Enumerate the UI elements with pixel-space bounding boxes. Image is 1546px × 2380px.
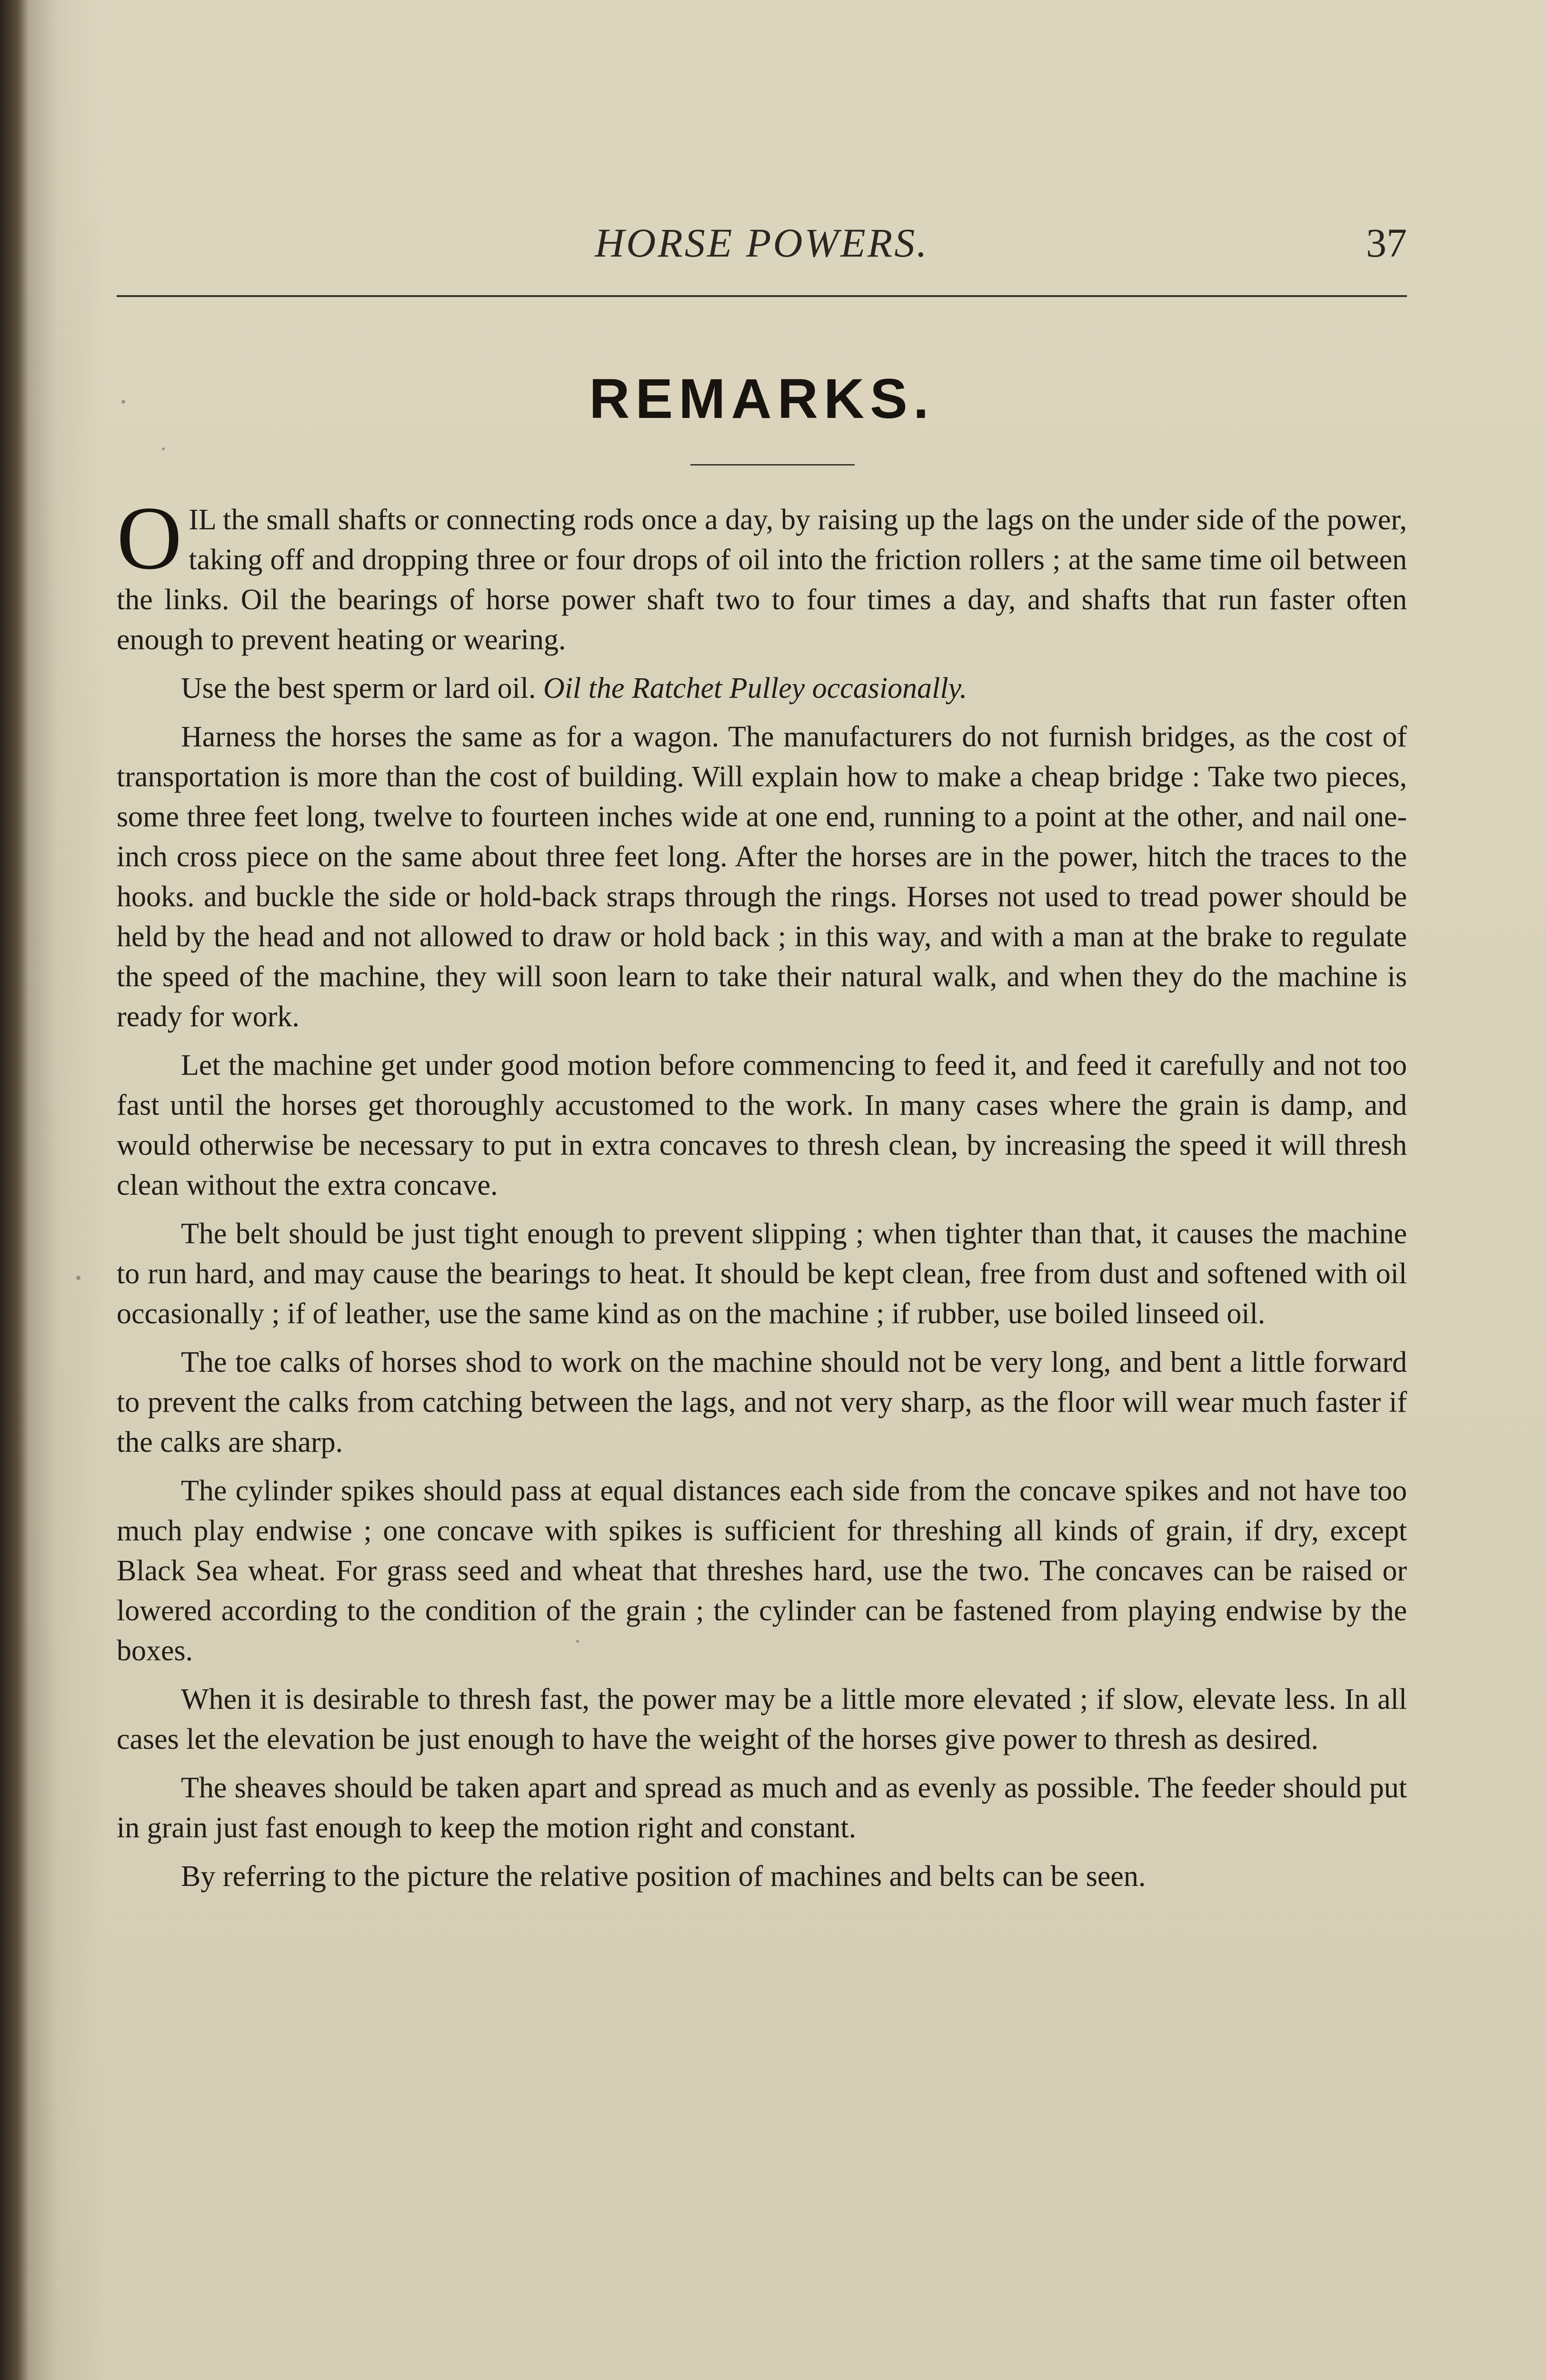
paragraph-text: Use the best sperm or lard oil. — [181, 672, 536, 704]
paragraph — [117, 668, 1407, 708]
paragraph — [117, 1045, 1407, 1205]
paragraph-text: Let the machine get under good motion before commencing to feed it, and feed it carefully and not too fast until the horses get thoroughly accustomed to the work. In many cases where the grain is damp, and would otherwise be necessary to put in extra concaves to thresh clean, by increasing the speed it will thresh clean without the extra concave. — [117, 1049, 1407, 1201]
paper-speck — [76, 1276, 80, 1280]
paragraph — [117, 717, 1407, 1037]
paragraph — [117, 1342, 1407, 1462]
paragraph-text: IL the small shafts or connecting rods once a day, by raising up the lags on the under side of the power, taking off and dropping three or four drops of oil into the friction rollers ; at the same time oil between the links. Oil the bearings of horse power shaft two to four times a day, and shafts that run faster often enough to prevent heating or wearing. — [117, 504, 1407, 656]
drop-cap: O — [117, 488, 182, 588]
paragraph-text: The sheaves should be taken apart and spread as much and as evenly as possible. The feeder should put in grain just fast enough to keep the motion right and constant. — [117, 1772, 1407, 1844]
paper-speck — [162, 447, 165, 450]
header-rule — [117, 295, 1407, 297]
running-head — [117, 209, 1407, 276]
book-spine-shadow — [0, 0, 29, 2380]
paragraph — [117, 1214, 1407, 1334]
paragraph-italic-text: Oil the Ratchet Pulley occasionally. — [543, 672, 967, 704]
paragraph — [117, 1471, 1407, 1671]
body-text — [117, 488, 1407, 1905]
title-underline-rule — [690, 464, 855, 466]
page-number: 37 — [1366, 220, 1407, 266]
paragraph-text: The belt should be just tight enough to prevent slipping ; when tighter than that, it causes the machine to run hard, and may cause the bearings to heat. It should be kept clean, free from dust and softened with oil occasionally ; if of leather, use the same kind as on the machine ; if rubber, use boiled linseed oil. — [117, 1218, 1407, 1330]
paper-speck — [121, 400, 125, 404]
paragraph — [117, 488, 1407, 660]
paragraph — [117, 1768, 1407, 1848]
running-title: HORSE POWERS. — [595, 220, 929, 266]
paragraph-text: When it is desirable to thresh fast, the power may be a little more elevated ; if slow, elevate less. In all cases let the elevation be just enough to have the weight of the horses give power to thresh as desired. — [117, 1683, 1407, 1755]
paragraph-text: Harness the horses the same as for a wagon. The manufacturers do not furnish bridges, as the cost of transportation is more than the cost of building. Will explain how to make a cheap bridge : Take two pieces, some three feet long, twelve to fourteen inches wide at one end, running to a point at the other, and nail one-inch cross piece on the same about three feet long. After the horses are in the power, hitch the traces to the hooks. and buckle the side or hold-back straps through the rings. Horses not used to tread power should be held by the head and not allowed to draw or hold back ; in this way, and with a man at the brake to regulate the speed of the machine, they will soon learn to take their natural walk, and when they do the machine is ready for work. — [117, 721, 1407, 1033]
paragraph-text: By referring to the picture the relative position of machines and belts can be seen. — [181, 1860, 1146, 1893]
paragraph — [117, 1856, 1407, 1896]
paragraph-text: The cylinder spikes should pass at equal distances each side from the concave spikes and not have too much play endwise ; one concave with spikes is sufficient for threshing all kinds of grain, if dry, except Black Sea wheat. For grass seed and wheat that threshes hard, use the two. The concaves can be raised or lowered according to the condition of the grain ; the cylinder can be fastened from playing endwise by the boxes. — [117, 1475, 1407, 1667]
paper-speck — [576, 1640, 579, 1643]
section-title: REMARKS. — [589, 367, 935, 430]
paragraph-text: The toe calks of horses shod to work on the machine should not be very long, and bent a little forward to prevent the calks from catching between the lags, and not very sharp, as the floor will wear much faster if the calks are sharp. — [117, 1346, 1407, 1458]
paragraph — [117, 1679, 1407, 1759]
